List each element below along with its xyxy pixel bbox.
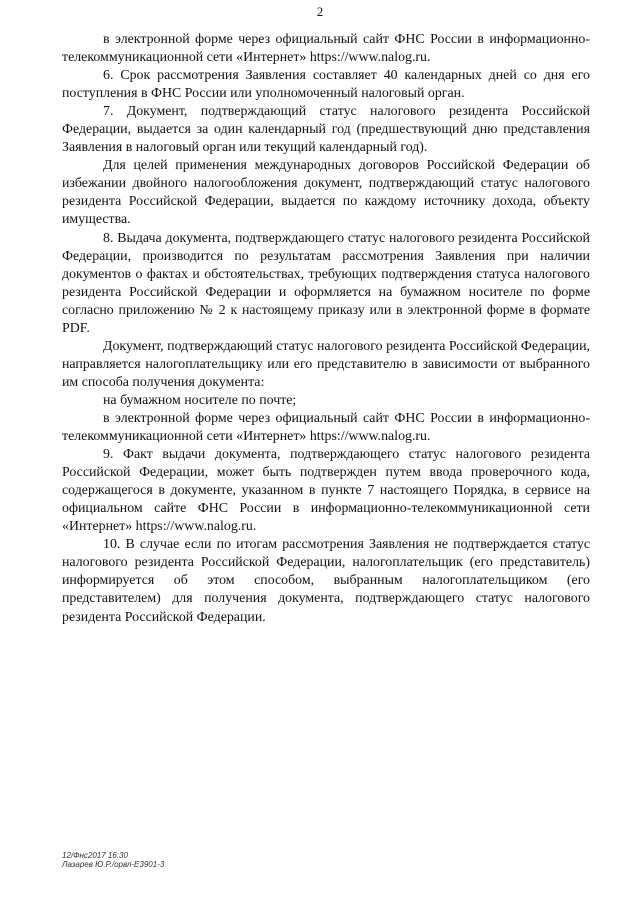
page-number: 2	[316, 4, 324, 19]
paragraph-6-review-period: 6. Срок рассмотрения Заявления составляет 40 календарных дней со дня его поступления в ФНС России или уполномоченный налоговый орган.	[62, 68, 590, 102]
paragraph-delivery-method: Документ, подтверждающий статус налогового резидента Российской Федерации, направляется налогоплательщику или его представителю в зависимости от выбранного им способа получения документа:	[62, 338, 590, 390]
paragraph-treaty-purposes: Для целей применения международных договоров Российской Федерации об избежании двойного налогообложения документ, подтверждающий статус налогового резидента Российской Федерации, выдается по каждому источнику дохода, объекту имущества.	[62, 158, 590, 228]
paragraph-paper-by-mail: на бумажном носителе по почте;	[103, 392, 297, 408]
footer-timestamp: 12/Фнс2017 16:30	[62, 851, 128, 860]
document-footer-stamp	[62, 851, 164, 869]
paragraph-8-document-delivery: 8. Выдача документа, подтверждающего статус налогового резидента Российской Федерации, производится по результатам рассмотрения Заявления при наличии документов о фактах и обстоятельствах, требующих подтверждения статуса налогового резидента Российской Федерации и оформляется на бумажном носителе по форме согласно приложению № 2 к настоящему приказу или в электронной форме в формате PDF.	[62, 230, 590, 336]
footer-author-code: Лазарев Ю.Р./орвл-Е3901-3	[62, 860, 165, 869]
paragraph-electronic-form-site: в электронной форме через официальный сайт ФНС России в информационно-телекоммуникационной сети «Интернет» https://www.nalog.ru.	[62, 410, 590, 445]
paragraph-7-document-issuance: 7. Документ, подтверждающий статус налогового резидента Российской Федерации, выдается за один календарный год (предшествующий дню представления Заявления в налоговый орган или текущий календарный год).	[62, 104, 590, 156]
paragraph-9-verification-code: 9. Факт выдачи документа, подтверждающего статус налогового резидента Российской Федерации, может быть подтвержден путем ввода проверочного кода, содержащегося в документе, указанном в пункте 7 настоящего Порядка, в сервисе на официальном сайте ФНС России в информационно-телекоммуникационной сети «Интернет» https://www.nalog.ru.	[62, 447, 590, 535]
document-body	[62, 31, 590, 627]
paragraph-electronic-form: в электронной форме через официальный сайт ФНС России в информационно-телекоммуникационной сети «Интернет» https://www.nalog.ru.	[62, 32, 590, 66]
paragraph-10-status-not-confirmed: 10. В случае если по итогам рассмотрения Заявления не подтверждается статус налогового резидента Российской Федерации, налогоплательщик (его представитель) информируется об этом способом, выбранным налогоплательщиком (его представителем) для получения документа, подтверждающего статус налогового резидента Российской Федерации.	[62, 537, 590, 625]
